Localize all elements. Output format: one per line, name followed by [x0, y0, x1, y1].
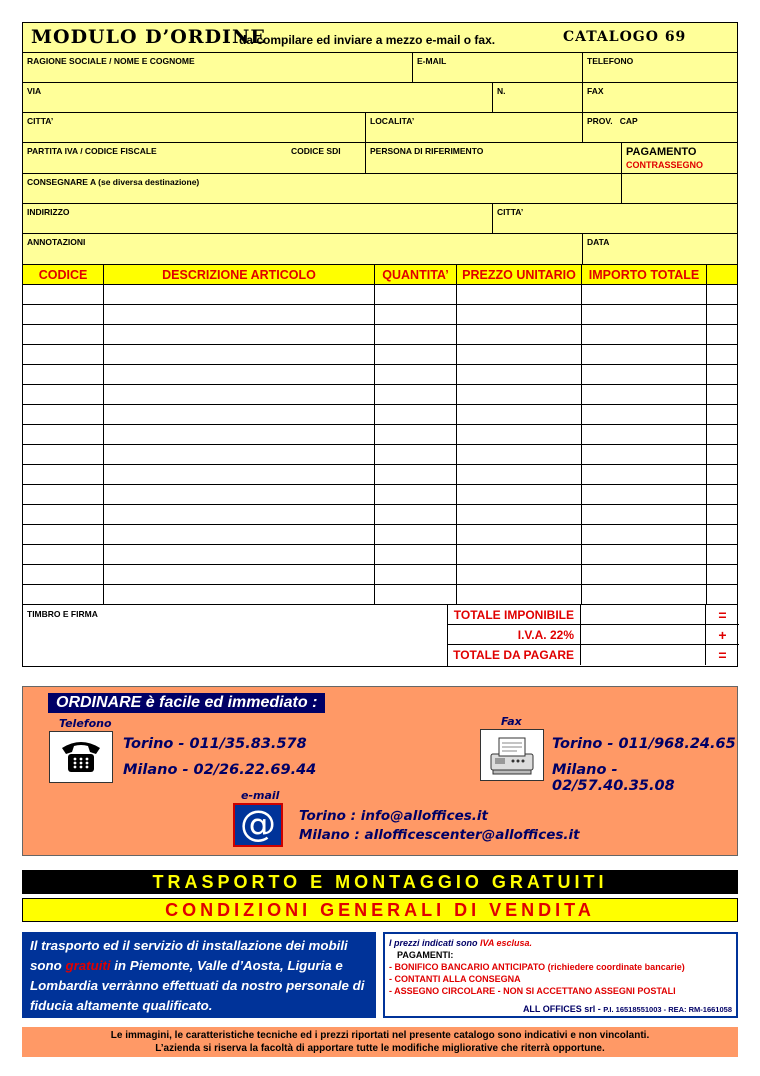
- condizioni-banner: CONDIZIONI GENERALI DI VENDITA: [22, 898, 738, 922]
- email-torino[interactable]: Torino : info@alloffices.it: [299, 808, 488, 824]
- gratuiti-highlight: gratuiti: [65, 958, 111, 973]
- totale-imponibile-value[interactable]: [581, 605, 706, 624]
- iva-row: [448, 625, 739, 645]
- consegnare-field[interactable]: CONSEGNARE A (se diversa destinazione): [23, 174, 622, 203]
- iva-value[interactable]: [581, 625, 706, 644]
- ragione-sociale-field[interactable]: RAGIONE SOCIALE / NOME E COGNOME: [23, 53, 413, 82]
- telephone-icon: [49, 731, 113, 783]
- payment-option: - BONIFICO BANCARIO ANTICIPATO (richiedere coordinate bancarie): [389, 962, 685, 972]
- col-importo: IMPORTO TOTALE: [582, 265, 707, 284]
- telefono-heading: Telefono: [59, 717, 112, 730]
- equals-symbol: =: [718, 607, 727, 623]
- table-row[interactable]: [23, 385, 737, 405]
- fax-milano[interactable]: Milano - 02/57.40.35.08: [552, 762, 675, 794]
- row-partita-iva: [23, 143, 737, 174]
- numero-field[interactable]: N.: [493, 83, 583, 112]
- table-row[interactable]: [23, 565, 737, 585]
- totals-footer: [23, 605, 737, 666]
- email-milano[interactable]: Milano : allofficescenter@alloffices.it: [299, 827, 580, 843]
- table-row[interactable]: [23, 345, 737, 365]
- totale-imponibile-label: TOTALE IMPONIBILE: [448, 605, 581, 624]
- form-subtitle: da compilare ed inviare a mezzo e-mail o fax.: [239, 33, 496, 47]
- via-field[interactable]: VIA: [23, 83, 493, 112]
- col-extra: [707, 265, 739, 284]
- table-row[interactable]: [23, 525, 737, 545]
- citta-field[interactable]: CITTA’: [23, 113, 366, 142]
- data-field[interactable]: DATA: [587, 237, 610, 247]
- items-header: [23, 265, 737, 285]
- row-annotazioni: [23, 234, 737, 265]
- localita-field[interactable]: LOCALITA’: [366, 113, 583, 142]
- col-quantita: QUANTITA’: [375, 265, 457, 284]
- prov-cap-field[interactable]: PROV. CAP: [587, 116, 638, 126]
- row-consegnare: [23, 174, 737, 204]
- email-field[interactable]: E-MAIL: [413, 53, 583, 82]
- table-row[interactable]: [23, 545, 737, 565]
- fax-torino[interactable]: Torino - 011/968.24.65: [552, 736, 736, 752]
- col-descrizione: DESCRIZIONE ARTICOLO: [104, 265, 375, 284]
- row-via: [23, 83, 737, 113]
- payments-title: PAGAMENTI:: [397, 950, 454, 960]
- totale-da-pagare-label: TOTALE DA PAGARE: [448, 645, 581, 665]
- table-row[interactable]: [23, 365, 737, 385]
- partita-iva-field[interactable]: PARTITA IVA / CODICE FISCALE CODICE SDI: [23, 143, 366, 173]
- table-row[interactable]: [23, 405, 737, 425]
- equals-symbol: =: [718, 647, 727, 663]
- table-row[interactable]: [23, 305, 737, 325]
- totale-da-pagare-row: [448, 645, 739, 665]
- payment-terms: [383, 932, 738, 1018]
- row-indirizzo: [23, 204, 737, 234]
- persona-riferimento-field[interactable]: PERSONA DI RIFERIMENTO: [366, 143, 622, 173]
- indirizzo-field[interactable]: INDIRIZZO: [23, 204, 493, 233]
- telefono-torino[interactable]: Torino - 011/35.83.578: [123, 736, 307, 752]
- row-ragione-sociale: [23, 53, 737, 83]
- at-sign-icon: @: [233, 803, 283, 847]
- price-note: I prezzi indicati sono IVA esclusa.: [389, 938, 533, 948]
- codice-sdi-label: CODICE SDI: [291, 146, 341, 156]
- totale-da-pagare-value[interactable]: [581, 645, 706, 665]
- iva-label: I.V.A. 22%: [448, 625, 581, 644]
- company-info: ALL OFFICES srl - P.I. 16518551003 - REA: RM-1661058: [522, 1004, 732, 1014]
- table-row[interactable]: [23, 585, 737, 605]
- ordering-info-box: [22, 686, 738, 856]
- pagamento-field: [622, 143, 739, 173]
- table-row[interactable]: [23, 465, 737, 485]
- totale-imponibile-row: [448, 605, 739, 625]
- fax-machine-icon: [480, 729, 544, 781]
- items-table: [23, 285, 737, 605]
- payment-option: - CONTANTI ALLA CONSEGNA: [389, 974, 521, 984]
- payment-option: - ASSEGNO CIRCOLARE - NON SI ACCETTANO ASSEGNI POSTALI: [389, 986, 676, 996]
- table-row[interactable]: [23, 325, 737, 345]
- table-row[interactable]: [23, 425, 737, 445]
- telefono-field[interactable]: TELEFONO: [587, 56, 634, 66]
- transport-info: Il trasporto ed il servizio di installazione dei mobili sono gratuiti in Piemonte, Valle d’Aosta, Liguria e Lombardia verrànno effettuati da nostro personale di fiducia altamente qualificato.: [22, 932, 376, 1018]
- order-form: [22, 22, 738, 667]
- fax-heading: Fax: [501, 715, 522, 728]
- col-prezzo: PREZZO UNITARIO: [457, 265, 582, 284]
- email-heading: e-mail: [241, 789, 280, 802]
- annotazioni-field[interactable]: ANNOTAZIONI: [23, 234, 583, 264]
- trasporto-banner: TRASPORTO E MONTAGGIO GRATUITI: [22, 870, 738, 894]
- disclaimer: Le immagini, le caratteristiche tecniche ed i prezzi riportati nel presente catalogo sono indicativi e non vincolanti. L’azienda si riserva la facoltà di apportare tutte le modifiche migliorative che riterrà opportune.: [22, 1027, 738, 1057]
- table-row[interactable]: [23, 285, 737, 305]
- consegnare-extra-field[interactable]: [622, 174, 739, 203]
- table-row[interactable]: [23, 485, 737, 505]
- row-citta: [23, 113, 737, 143]
- form-title: MODULO D’ORDINE: [31, 26, 266, 48]
- telefono-milano[interactable]: Milano - 02/26.22.69.44: [123, 762, 317, 778]
- contrassegno-label: CONTRASSEGNO: [626, 160, 704, 170]
- fax-field[interactable]: FAX: [587, 86, 604, 96]
- citta-destinazione-field[interactable]: CITTA’: [497, 207, 524, 217]
- form-header: [23, 23, 737, 53]
- pagamento-label: PAGAMENTO: [626, 146, 697, 158]
- col-codice: CODICE: [23, 265, 104, 284]
- table-row[interactable]: [23, 445, 737, 465]
- table-row[interactable]: [23, 505, 737, 525]
- plus-symbol: +: [718, 627, 727, 643]
- timbro-firma-field[interactable]: TIMBRO E FIRMA: [23, 605, 448, 666]
- catalog-number: CATALOGO 69: [563, 29, 687, 45]
- ordering-heading: ORDINARE è facile ed immediato :: [48, 693, 325, 713]
